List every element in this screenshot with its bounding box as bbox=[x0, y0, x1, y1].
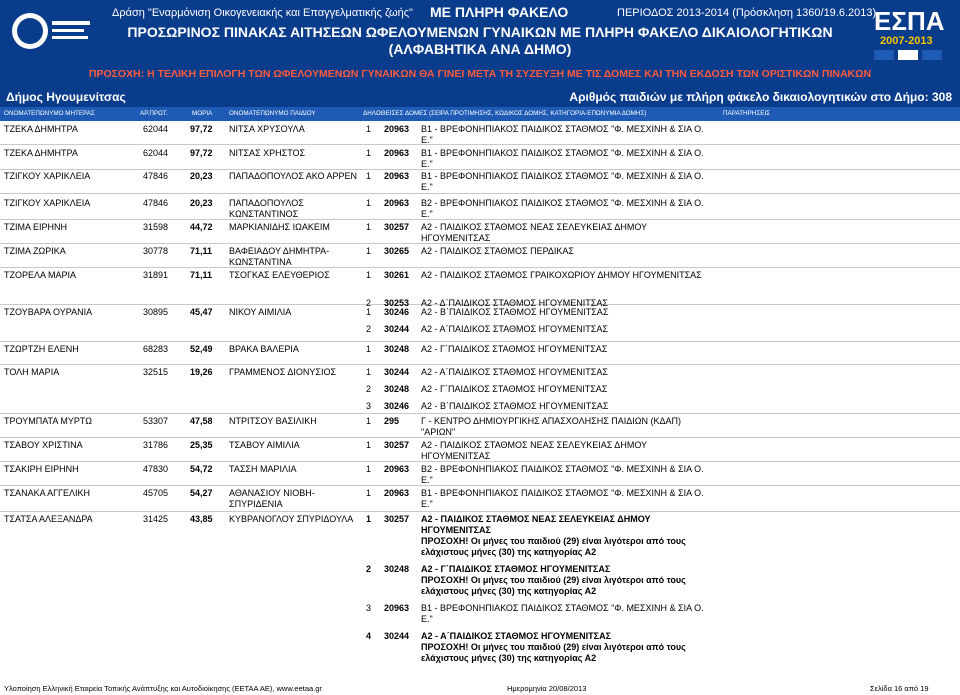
age-warning: ΠΡΟΣΟΧΗ! Οι μήνες του παιδιού (29) είναι λιγότεροι από τους ελάχιστους μήνες (30) της κατηγορίας Α2 bbox=[421, 575, 686, 596]
preference-order: 1 bbox=[366, 488, 372, 498]
preference-order: 1 bbox=[366, 307, 372, 317]
points: 52,49 bbox=[190, 344, 213, 354]
child-name: ΠΑΠΑΔΟΠΟΥΛΟΣ ΚΩΝΣΤΑΝΤΙΝΟΣ bbox=[229, 198, 304, 219]
children-count: Αριθμός παιδιών με πλήρη φάκελο δικαιολογητικών στο Δήμο: 308 bbox=[569, 90, 952, 104]
mother-name: ΤΖΙΓΚΟΥ ΧΑΡΙΚΛΕΙΑ bbox=[4, 171, 91, 181]
preference-order: 2 bbox=[366, 564, 372, 574]
structure-code: 30261 bbox=[384, 270, 410, 280]
col-points: ΜΟΡΙΑ bbox=[192, 110, 213, 117]
structure-code: 30257 bbox=[384, 440, 410, 450]
structure-description: Α2 - ΠΑΙΔΙΚΟΣ ΣΤΑΘΜΟΣ ΝΕΑΣ ΣΕΛΕΥΚΕΙΑΣ ΔΗΜΟΥ ΗΓΟΥΜΕΝΙΤΣΑΣ bbox=[421, 514, 651, 535]
col-child-name: ΟΝΟΜΑΤΕΠΩΝΥΜΟ ΠΑΙΔΙΟΥ bbox=[229, 110, 316, 117]
child-name: ΝΙΚΟΥ ΑΙΜΙΛΙΑ bbox=[229, 307, 292, 317]
points: 71,11 bbox=[190, 270, 213, 280]
structure-code: 295 bbox=[384, 416, 400, 426]
col-mother-name: ΟΝΟΜΑΤΕΠΩΝΥΜΟ ΜΗΤΕΡΑΣ bbox=[4, 110, 95, 117]
structure-description: Α2 - Α΄ΠΑΙΔΙΚΟΣ ΣΤΑΘΜΟΣ ΗΓΟΥΜΕΝΙΤΣΑΣ bbox=[421, 631, 611, 641]
child-name: ΒΑΦΕΙΑΔΟΥ ΔΗΜΗΤΡΑ-ΚΩΝΣΤΑΝΤΙΝΑ bbox=[229, 246, 330, 267]
row-separator bbox=[0, 413, 960, 414]
structure-description: Α2 - ΠΑΙΔΙΚΟΣ ΣΤΑΘΜΟΣ ΓΡΑΙΚΟΧΩΡΙΟΥ ΔΗΜΟΥ ΗΓΟΥΜΕΝΙΤΣΑΣ bbox=[421, 270, 702, 280]
preference-order: 2 bbox=[366, 324, 372, 334]
preference-order: 1 bbox=[366, 514, 372, 524]
structure-code: 30257 bbox=[384, 222, 410, 232]
child-name: ΚΥΒΡΑΝΟΓΛΟΥ ΣΠΥΡΙΔΟΥΛΑ bbox=[229, 514, 354, 524]
protocol-number: 47846 bbox=[143, 171, 169, 181]
structure-description: Α2 - Γ΄ΠΑΙΔΙΚΟΣ ΣΤΑΘΜΟΣ ΗΓΟΥΜΕΝΙΤΣΑΣ bbox=[421, 344, 608, 354]
child-name: ΤΣΑΒΟΥ ΑΙΜΙΛΙΑ bbox=[229, 440, 300, 450]
structure-description: Β1 - ΒΡΕΦΟΝΗΠΙΑΚΟΣ ΠΑΙΔΙΚΟΣ ΣΤΑΘΜΟΣ "Φ. ΜΕΣΧΙΝΗ & ΣΙΑ Ο. Ε." bbox=[421, 603, 704, 624]
points: 45,47 bbox=[190, 307, 213, 317]
points: 19,26 bbox=[190, 367, 213, 377]
col-remarks: ΠΑΡΑΤΗΡΗΣΕΙΣ bbox=[723, 110, 771, 117]
footer-company: Υλοποίηση Ελληνική Εταιρεία Τοπικής Ανάπτυξης και Αυτοδιοίκησης (ΕΕΤΑΑ ΑΕ), www.eetaa.gr bbox=[4, 684, 322, 693]
preference-order: 1 bbox=[366, 246, 372, 256]
mother-name: ΤΡΟΥΜΠΑΤΑ ΜΥΡΤΩ bbox=[4, 416, 92, 426]
points: 71,11 bbox=[190, 246, 213, 256]
preference-order: 1 bbox=[366, 344, 372, 354]
points: 54,27 bbox=[190, 488, 213, 498]
structure-code: 20963 bbox=[384, 603, 410, 613]
points: 20,23 bbox=[190, 171, 213, 181]
structure-description: Γ - ΚΕΝΤΡΟ ΔΗΜΙΟΥΡΓΙΚΗΣ ΑΠΑΣΧΟΛΗΣΗΣ ΠΑΙΔΙΩΝ (ΚΔΑΠ) "ΑΡΙΩΝ" bbox=[421, 416, 682, 437]
points: 97,72 bbox=[190, 124, 213, 134]
protocol-number: 30895 bbox=[143, 307, 169, 317]
structure-code: 30244 bbox=[384, 324, 410, 334]
structure-code: 30248 bbox=[384, 384, 410, 394]
structure-code: 20963 bbox=[384, 488, 410, 498]
structure-description: Α2 - Γ΄ΠΑΙΔΙΚΟΣ ΣΤΑΘΜΟΣ ΗΓΟΥΜΕΝΙΤΣΑΣ bbox=[421, 384, 608, 394]
protocol-number: 45705 bbox=[143, 488, 169, 498]
preference-order: 1 bbox=[366, 416, 372, 426]
structure-description: Β1 - ΒΡΕΦΟΝΗΠΙΑΚΟΣ ΠΑΙΔΙΚΟΣ ΣΤΑΘΜΟΣ "Φ. ΜΕΣΧΙΝΗ & ΣΙΑ Ο. Ε." bbox=[421, 171, 704, 192]
structure-description: Β2 - ΒΡΕΦΟΝΗΠΙΑΚΟΣ ΠΑΙΔΙΚΟΣ ΣΤΑΘΜΟΣ "Φ. ΜΕΣΧΙΝΗ & ΣΙΑ Ο. Ε." bbox=[421, 464, 704, 485]
points: 97,72 bbox=[190, 148, 213, 158]
mother-name: ΤΣΑΒΟΥ ΧΡΙΣΤΙΝΑ bbox=[4, 440, 83, 450]
child-name: ΒΡΑΚΑ ΒΑΛΕΡΙΑ bbox=[229, 344, 299, 354]
full-file-label: ΜΕ ΠΛΗΡΗ ΦΑΚΕΛΟ bbox=[430, 4, 569, 20]
preference-order: 2 bbox=[366, 298, 372, 308]
protocol-number: 47830 bbox=[143, 464, 169, 474]
preference-order: 3 bbox=[366, 401, 372, 411]
structure-code: 30246 bbox=[384, 401, 410, 411]
protocol-number: 47846 bbox=[143, 198, 169, 208]
row-separator bbox=[0, 193, 960, 194]
col-structures: ΔΗΛΩΘΕΙΣΕΣ ΔΟΜΕΣ (ΣΕΙΡΑ ΠΡΟΤΙΜΗΣΗΣ, ΚΩΔΙΚΟΣ ΔΟΜΗΣ, ΚΑΤΗΓΟΡΙΑ-ΕΠΩΝΥΜΙΑ ΔΟΜΗΣ) bbox=[363, 110, 647, 117]
applications-table bbox=[0, 124, 960, 663]
mother-name: ΤΣΑΤΣΑ ΑΛΕΞΑΝΔΡΑ bbox=[4, 514, 93, 524]
structure-code: 30246 bbox=[384, 307, 410, 317]
structure-code: 20963 bbox=[384, 198, 410, 208]
structure-description: Α2 - Δ΄ΠΑΙΔΙΚΟΣ ΣΤΑΘΜΟΣ ΗΓΟΥΜΕΝΙΤΣΑΣ bbox=[421, 298, 608, 308]
preference-order: 1 bbox=[366, 464, 372, 474]
structure-code: 30244 bbox=[384, 631, 410, 641]
structure-description: Α2 - Β΄ΠΑΙΔΙΚΟΣ ΣΤΑΘΜΟΣ ΗΓΟΥΜΕΝΙΤΣΑΣ bbox=[421, 307, 609, 317]
points: 20,23 bbox=[190, 198, 213, 208]
footer-page: Σελίδα 16 από 19 bbox=[870, 684, 929, 693]
mother-name: ΤΖΙΜΑ ΕΙΡΗΝΗ bbox=[4, 222, 68, 232]
preference-order: 1 bbox=[366, 270, 372, 280]
structure-description: Α2 - ΠΑΙΔΙΚΟΣ ΣΤΑΘΜΟΣ ΠΕΡΔΙΚΑΣ bbox=[421, 246, 574, 256]
child-name: ΓΡΑΜΜΕΝΟΣ ΔΙΟΝΥΣΙΟΣ bbox=[229, 367, 337, 377]
protocol-number: 31786 bbox=[143, 440, 169, 450]
structure-code: 30257 bbox=[384, 514, 410, 524]
mother-name: ΤΖΕΚΑ ΔΗΜΗΤΡΑ bbox=[4, 124, 78, 134]
row-separator bbox=[0, 267, 960, 268]
points: 25,35 bbox=[190, 440, 213, 450]
preference-order: 3 bbox=[366, 603, 372, 613]
structure-code: 20963 bbox=[384, 148, 410, 158]
mother-name: ΤΖΟΡΕΛΑ ΜΑΡΙΑ bbox=[4, 270, 77, 280]
age-warning: ΠΡΟΣΟΧΗ! Οι μήνες του παιδιού (29) είναι λιγότεροι από τους ελάχιστους μήνες (30) της κατηγορίας Α2 bbox=[421, 536, 686, 557]
preference-order: 1 bbox=[366, 198, 372, 208]
document-title: ΠΡΟΣΩΡΙΝΟΣ ΠΙΝΑΚΑΣ ΑΙΤΗΣΕΩΝ ΩΦΕΛΟΥΜΕΝΩΝ ΓΥΝΑΙΚΩΝ ΜΕ ΠΛΗΡΗ ΦΑΚΕΛΟ ΔΙΚΑΙΟΛΟΓΗΤΙΚΩΝ bbox=[127, 24, 833, 40]
child-name: ΤΣΟΓΚΑΣ ΕΛΕΥΘΕΡΙΟΣ bbox=[229, 270, 330, 280]
document-subtitle: (ΑΛΦΑΒΗΤΙΚΑ ΑΝΑ ΔΗΜΟ) bbox=[388, 41, 572, 57]
protocol-number: 31598 bbox=[143, 222, 169, 232]
structure-description: Α2 - ΠΑΙΔΙΚΟΣ ΣΤΑΘΜΟΣ ΝΕΑΣ ΣΕΛΕΥΚΕΙΑΣ ΔΗΜΟΥ ΗΓΟΥΜΕΝΙΤΣΑΣ bbox=[421, 440, 647, 461]
preference-order: 1 bbox=[366, 171, 372, 181]
protocol-number: 62044 bbox=[143, 148, 169, 158]
preference-order: 1 bbox=[366, 222, 372, 232]
espa-logo-text: ΕΣΠΑ bbox=[874, 6, 945, 36]
espa-years: 2007-2013 bbox=[880, 35, 933, 47]
structure-code: 20963 bbox=[384, 171, 410, 181]
selection-warning: ΠΡΟΣΟΧΗ: Η ΤΕΛΙΚΗ ΕΠΙΛΟΓΗ ΤΩΝ ΩΦΕΛΟΥΜΕΝΩΝ ΓΥΝΑΙΚΩΝ ΘΑ ΓΙΝΕΙ ΜΕΤΑ ΤΗ ΣΥΖΕΥΞΗ ΜΕ ΤΙΣ ΔΟΜΕΣ ΚΑΙ ΤΗΝ ΕΚΔΟΣΗ ΤΩΝ ΟΡΙΣΤΙΚΩΝ ΠΙΝΑΚΩΝ bbox=[88, 68, 872, 80]
row-separator bbox=[0, 511, 960, 512]
structure-description: Β1 - ΒΡΕΦΟΝΗΠΙΑΚΟΣ ΠΑΙΔΙΚΟΣ ΣΤΑΘΜΟΣ "Φ. ΜΕΣΧΙΝΗ & ΣΙΑ Ο. Ε." bbox=[421, 148, 704, 169]
structure-description: Α2 - Β΄ΠΑΙΔΙΚΟΣ ΣΤΑΘΜΟΣ ΗΓΟΥΜΕΝΙΤΣΑΣ bbox=[421, 401, 609, 411]
protocol-number: 62044 bbox=[143, 124, 169, 134]
protocol-number: 31891 bbox=[143, 270, 169, 280]
points: 47,58 bbox=[190, 416, 213, 426]
preference-order: 1 bbox=[366, 367, 372, 377]
mother-name: ΤΣΑΚΙΡΗ ΕΙΡΗΝΗ bbox=[4, 464, 79, 474]
structure-description: Α2 - Α΄ΠΑΙΔΙΚΟΣ ΣΤΑΘΜΟΣ ΗΓΟΥΜΕΝΙΤΣΑΣ bbox=[421, 367, 608, 377]
structure-description: Β1 - ΒΡΕΦΟΝΗΠΙΑΚΟΣ ΠΑΙΔΙΚΟΣ ΣΤΑΘΜΟΣ "Φ. ΜΕΣΧΙΝΗ & ΣΙΑ Ο. Ε." bbox=[421, 488, 704, 509]
program-name: Δράση "Εναρμόνιση Οικογενειακής και Επαγγελματικής ζωής" bbox=[112, 7, 413, 19]
child-name: ΠΑΠΑΔΟΠΟΥΛΟΣ ΑΚΟ ΑΡΡΕΝ bbox=[229, 171, 358, 181]
structure-description: Β2 - ΒΡΕΦΟΝΗΠΙΑΚΟΣ ΠΑΙΔΙΚΟΣ ΣΤΑΘΜΟΣ "Φ. ΜΕΣΧΙΝΗ & ΣΙΑ Ο. Ε." bbox=[421, 198, 704, 219]
mother-name: ΤΖΙΜΑ ΖΩΡΙΚΑ bbox=[4, 246, 66, 256]
structure-code: 30248 bbox=[384, 564, 410, 574]
structure-description: Α2 - Γ΄ΠΑΙΔΙΚΟΣ ΣΤΑΘΜΟΣ ΗΓΟΥΜΕΝΙΤΣΑΣ bbox=[421, 564, 611, 574]
child-name: ΝΙΤΣΑΣ ΧΡΗΣΤΟΣ bbox=[229, 148, 306, 158]
preference-order: 1 bbox=[366, 440, 372, 450]
protocol-number: 53307 bbox=[143, 416, 169, 426]
protocol-number: 31425 bbox=[143, 514, 169, 524]
age-warning: ΠΡΟΣΟΧΗ! Οι μήνες του παιδιού (29) είναι λιγότεροι από τους ελάχιστους μήνες (30) της κατηγορίας Α2 bbox=[421, 642, 686, 663]
structure-code: 20963 bbox=[384, 124, 410, 134]
child-name: ΜΑΡΚΙΑΝΙΔΗΣ ΙΩΑΚΕΙΜ bbox=[229, 222, 330, 232]
structure-code: 30253 bbox=[384, 298, 410, 308]
child-name: ΤΑΣΣΗ ΜΑΡΙΛΙΑ bbox=[229, 464, 297, 474]
structure-description: Β1 - ΒΡΕΦΟΝΗΠΙΑΚΟΣ ΠΑΙΔΙΚΟΣ ΣΤΑΘΜΟΣ "Φ. ΜΕΣΧΙΝΗ & ΣΙΑ Ο. Ε." bbox=[421, 124, 704, 145]
municipality-bar bbox=[0, 88, 960, 107]
points: 44,72 bbox=[190, 222, 213, 232]
preference-order: 4 bbox=[366, 631, 372, 641]
structure-description: Α2 - Α΄ΠΑΙΔΙΚΟΣ ΣΤΑΘΜΟΣ ΗΓΟΥΜΕΝΙΤΣΑΣ bbox=[421, 324, 608, 334]
points: 54,72 bbox=[190, 464, 213, 474]
protocol-number: 32515 bbox=[143, 367, 169, 377]
preference-order: 1 bbox=[366, 124, 372, 134]
row-separator bbox=[0, 341, 960, 342]
mother-name: ΤΟΛΗ ΜΑΡΙΑ bbox=[4, 367, 60, 377]
structure-code: 30265 bbox=[384, 246, 410, 256]
structure-description: Α2 - ΠΑΙΔΙΚΟΣ ΣΤΑΘΜΟΣ ΝΕΑΣ ΣΕΛΕΥΚΕΙΑΣ ΔΗΜΟΥ ΗΓΟΥΜΕΝΙΤΣΑΣ bbox=[421, 222, 647, 243]
col-protocol: ΑΡ.ΠΡΩΤ. bbox=[140, 110, 168, 117]
structure-code: 30244 bbox=[384, 367, 410, 377]
footer-date: Ημερομηνία 20/08/2013 bbox=[507, 684, 587, 693]
preference-order: 1 bbox=[366, 148, 372, 158]
protocol-number: 68283 bbox=[143, 344, 169, 354]
mother-name: ΤΣΑΝΑΚΑ ΑΓΓΕΛΙΚΗ bbox=[4, 488, 91, 498]
child-name: ΝΙΤΣΑ ΧΡΥΣΟΥΛΑ bbox=[229, 124, 305, 134]
protocol-number: 30778 bbox=[143, 246, 169, 256]
points: 43,85 bbox=[190, 514, 213, 524]
structure-code: 30248 bbox=[384, 344, 410, 354]
mother-name: ΤΖΩΡΤΖΗ ΕΛΕΝΗ bbox=[4, 344, 79, 354]
mother-name: ΤΖΕΚΑ ΔΗΜΗΤΡΑ bbox=[4, 148, 78, 158]
municipality-name: Δήμος Ηγουμενίτσας bbox=[6, 90, 126, 104]
structure-code: 20963 bbox=[384, 464, 410, 474]
row-separator bbox=[0, 364, 960, 365]
espa-logo-icon bbox=[870, 4, 956, 62]
child-name: ΑΘΑΝΑΣΙΟΥ ΝΙΟΒΗ-ΣΠΥΡΙΔΕΝΙΑ bbox=[229, 488, 315, 509]
period-label: ΠΕΡΙΟΔΟΣ 2013-2014 (Πρόσκληση 1360/19.6.2013) bbox=[617, 7, 877, 19]
mother-name: ΤΖΙΓΚΟΥ ΧΑΡΙΚΛΕΙΑ bbox=[4, 198, 91, 208]
mother-name: ΤΖΟΥΒΑΡΑ ΟΥΡΑΝΙΑ bbox=[4, 307, 93, 317]
document-header bbox=[0, 0, 960, 88]
child-name: ΝΤΡΙΤΣΟΥ ΒΑΣΙΛΙΚΗ bbox=[229, 416, 317, 426]
preference-order: 2 bbox=[366, 384, 372, 394]
column-headers bbox=[0, 107, 960, 121]
